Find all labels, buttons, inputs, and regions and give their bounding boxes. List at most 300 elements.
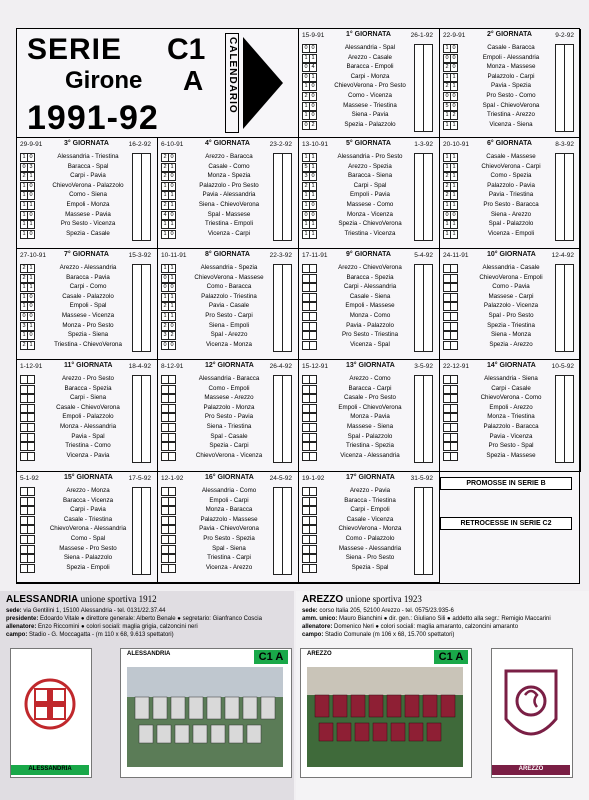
score-away: 0 xyxy=(27,211,35,220)
round-date-return: 17-5-92 xyxy=(128,475,151,482)
score-home: 2 xyxy=(161,322,169,331)
match-row xyxy=(161,171,291,181)
score-home: 1 xyxy=(302,82,310,91)
score-away: 1 xyxy=(309,220,317,229)
promosse-label: PROMOSSE IN SERIE B xyxy=(440,477,572,490)
match-teams: Spal - Siena xyxy=(212,544,246,552)
match-teams: Empoli - Pavia xyxy=(350,191,390,199)
score-away: 1 xyxy=(27,274,35,283)
score-home: 2 xyxy=(20,274,28,283)
return-score-column xyxy=(564,375,574,463)
score-home: 2 xyxy=(161,172,169,181)
score-away: 2 xyxy=(309,121,317,130)
match-teams: ChievoVerona - Monza xyxy=(338,525,402,533)
score-home: 2 xyxy=(161,163,169,172)
match-row xyxy=(161,441,291,451)
score-away: 1 xyxy=(450,220,458,229)
tag-c1a: C1 A xyxy=(434,650,468,664)
match-teams: Pro Sesto - Triestina xyxy=(341,331,399,339)
match-row xyxy=(302,384,432,394)
round-header xyxy=(161,252,295,262)
match-teams: Baracca - Spal xyxy=(67,162,109,170)
match-teams: Como - Baracca xyxy=(206,283,252,291)
score-home: 0 xyxy=(20,312,28,321)
score-away: 1 xyxy=(168,264,176,273)
match-row xyxy=(302,301,432,311)
match-teams: Alessandria - Spal xyxy=(344,44,396,51)
round-cell xyxy=(299,360,440,472)
match-row xyxy=(443,263,573,273)
round-cell xyxy=(158,249,299,360)
score-away: 0 xyxy=(168,182,176,191)
score-away: 1 xyxy=(168,191,176,200)
match-teams: ChievoVerona - Massese xyxy=(194,273,264,281)
round-cell xyxy=(17,360,158,472)
score-away: 1 xyxy=(27,264,35,273)
score-away: 0 xyxy=(27,182,35,191)
match-row xyxy=(161,515,291,525)
return-score-column xyxy=(282,153,292,241)
score-home: 1 xyxy=(20,153,28,162)
match-row xyxy=(302,62,432,72)
team-info: sede: via Gentilini 1, 15100 Alessandria - tel. 0131/22.37.44 presidente: Edoardo Vitale ● direttore generale: Alberto Benale ● segretario: Gianfranco Coscia allenatore: Enzo Riccomini ● colori sociali: maglia grigia, calzoncini neri campo: Stadio - G. Moccagatta - (m 110 x 68, 9.613 spettatori) xyxy=(6,608,262,638)
round-header xyxy=(443,363,577,373)
match-row xyxy=(161,181,291,191)
match-teams: Empoli - ChievoVerona xyxy=(338,403,402,411)
match-teams: Alessandria - Pro Sesto xyxy=(337,153,403,160)
match-row xyxy=(302,229,432,239)
match-row xyxy=(20,486,150,496)
round-name: 12° GIORNATA xyxy=(205,362,254,369)
return-score-column xyxy=(273,264,283,352)
match-row xyxy=(161,162,291,172)
round-header xyxy=(20,363,154,373)
match-row xyxy=(20,563,150,573)
return-score-column xyxy=(423,264,433,352)
match-row xyxy=(20,534,150,544)
match-row xyxy=(20,422,150,432)
match-teams: Massese - Arezzo xyxy=(204,394,254,402)
match-teams: Vicenza - Pavia xyxy=(66,451,110,459)
match-row xyxy=(20,321,150,331)
match-row xyxy=(161,505,291,515)
score-home: 1 xyxy=(443,153,451,162)
return-score-column xyxy=(564,264,574,352)
match-row xyxy=(443,200,573,210)
round-date-first: 19-1-92 xyxy=(302,475,325,482)
match-teams: Baracca - Carpi xyxy=(348,384,392,392)
round-header xyxy=(20,141,154,151)
score-away: 0 xyxy=(309,102,317,111)
score-away: 0 xyxy=(309,92,317,101)
match-row xyxy=(161,311,291,321)
match-row xyxy=(161,152,291,162)
return-score-column xyxy=(132,264,142,352)
match-teams: Casale - Pro Sesto xyxy=(344,394,396,402)
score-away: 1 xyxy=(309,182,317,191)
return-score-column xyxy=(132,375,142,463)
return-score-column xyxy=(282,264,292,352)
match-row xyxy=(302,91,432,101)
round-date-first: 5-1-92 xyxy=(20,475,39,482)
match-teams: Triestina - Arezzo xyxy=(487,111,535,119)
match-teams: Palazzolo - Triestina xyxy=(201,292,257,300)
match-row xyxy=(302,515,432,525)
score-away: 0 xyxy=(168,230,176,239)
match-teams: Triestina - ChievoVerona xyxy=(54,340,122,348)
score-home: 1 xyxy=(443,220,451,229)
match-row xyxy=(20,210,150,220)
match-row xyxy=(20,229,150,239)
crest-label: ALESSANDRIA xyxy=(28,766,72,772)
score-away: 0 xyxy=(168,211,176,220)
match-row xyxy=(20,273,150,283)
match-row xyxy=(443,422,573,432)
round-name: 2° GIORNATA xyxy=(487,31,532,38)
match-row xyxy=(161,451,291,461)
match-teams: Spezia - Siena xyxy=(67,331,109,339)
title-serie: SERIE xyxy=(27,33,123,66)
match-row xyxy=(443,301,573,311)
score-home: 1 xyxy=(161,312,169,321)
match-row xyxy=(161,321,291,331)
match-row xyxy=(161,422,291,432)
return-score-column xyxy=(273,375,283,463)
match-row xyxy=(443,101,573,111)
match-teams: Palazzolo - Baracca xyxy=(483,423,539,430)
match-row xyxy=(302,553,432,563)
match-teams: Massese - Pavia xyxy=(65,210,111,218)
match-teams: Alessandria - Siena xyxy=(484,375,538,382)
match-row xyxy=(443,110,573,120)
return-score-column xyxy=(423,153,433,241)
match-row xyxy=(302,120,432,130)
match-teams: Triestina - Spezia xyxy=(346,442,394,450)
score-home: 2 xyxy=(302,182,310,191)
team-name: AREZZO unione sportiva 1923 xyxy=(302,594,422,605)
match-teams: Arezzo - Casale xyxy=(347,53,393,61)
score-away: 0 xyxy=(309,172,317,181)
match-row xyxy=(443,412,573,422)
match-teams: Casale - Siena xyxy=(349,292,391,300)
match-teams: Pavia - ChievoVerona xyxy=(199,525,259,533)
score-home: 2 xyxy=(443,191,451,200)
match-teams: Como - Spezia xyxy=(490,172,532,180)
match-teams: Arezzo - Spezia xyxy=(348,162,392,170)
match-teams: Spezia - Triestina xyxy=(487,321,535,329)
round-header xyxy=(302,475,436,485)
score-home: 1 xyxy=(161,191,169,200)
return-score-column xyxy=(273,487,283,575)
match-row xyxy=(302,496,432,506)
round-cell xyxy=(17,249,158,360)
score-home: 0 xyxy=(161,274,169,283)
match-teams: Massese - Carpi xyxy=(488,292,534,300)
match-teams: Pavia - Alessandria xyxy=(202,191,256,199)
score-away: 0 xyxy=(27,302,35,311)
match-row xyxy=(20,412,150,422)
match-teams: Massese - Siena xyxy=(346,423,394,430)
score-away: 1 xyxy=(168,163,176,172)
match-row xyxy=(161,403,291,413)
match-row xyxy=(302,190,432,200)
match-row xyxy=(161,374,291,384)
match-row xyxy=(20,432,150,442)
round-date-return: 12-4-92 xyxy=(551,252,574,259)
match-row xyxy=(302,563,432,573)
match-teams: Spezia - Massese xyxy=(486,451,536,459)
match-teams: Como - Empoli xyxy=(208,384,250,392)
round-cell xyxy=(440,138,581,249)
match-row xyxy=(443,273,573,283)
round-date-first: 1-12-91 xyxy=(20,363,43,370)
match-row xyxy=(302,101,432,111)
match-teams: Carpi - Siena xyxy=(69,394,107,402)
score-home: 1 xyxy=(161,182,169,191)
return-score-column xyxy=(282,375,292,463)
return-score-column xyxy=(132,487,142,575)
score-away: 0 xyxy=(168,341,176,350)
score-away: 1 xyxy=(309,191,317,200)
score-away: 0 xyxy=(168,283,176,292)
score-home: 0 xyxy=(443,54,451,63)
match-row xyxy=(161,496,291,506)
match-teams: Arezzo - ChievoVerona xyxy=(338,264,402,271)
match-row xyxy=(302,282,432,292)
score-home: 1 xyxy=(20,302,28,311)
score-home: 1 xyxy=(20,211,28,220)
match-teams: Carpi - Alessandria xyxy=(343,283,397,291)
round-date-first: 22-12-91 xyxy=(443,363,470,370)
score-home: 1 xyxy=(443,121,451,130)
arrow-icon xyxy=(243,37,283,129)
match-row xyxy=(443,441,573,451)
match-row xyxy=(20,190,150,200)
return-score-column xyxy=(414,153,424,241)
match-teams: Casale - Triestina xyxy=(63,515,113,523)
round-date-return: 8-3-92 xyxy=(555,141,574,148)
return-score-column xyxy=(555,153,565,241)
match-row xyxy=(443,340,573,350)
score-away: 0 xyxy=(450,102,458,111)
team-info: sede: corso Italia 205, 52100 Arezzo - tel. 0575/23.935-6 amm. unico: Mauro Bianchini ● dir. gen.: Giuliano Sili ● addetto alla segr.: Remigio Maccarini allenatore: Domenico Neri ● colori sociali: maglia amaranto, calzoncini amaranto campo: Stadio Comunale (m 106 x 68, 15.700 spettatori) xyxy=(302,608,551,638)
match-teams: Pavia - Casale xyxy=(208,302,250,310)
match-row xyxy=(302,162,432,172)
match-teams: Carpi - Monza xyxy=(350,72,390,80)
round-cell xyxy=(299,472,440,583)
match-teams: Massese - Triestina xyxy=(343,101,397,109)
match-teams: ChievoVerona - Palazzolo xyxy=(52,181,124,189)
match-teams: Empoli - Arezzo xyxy=(489,403,533,411)
return-score-column xyxy=(555,44,565,132)
match-row xyxy=(20,441,150,451)
team-name: ALESSANDRIA unione sportiva 1912 xyxy=(6,594,157,605)
round-header xyxy=(302,252,436,262)
match-teams: Massese - Alessandria xyxy=(338,544,402,552)
match-teams: Monza - Triestina xyxy=(487,413,535,421)
match-row xyxy=(443,152,573,162)
score-away: 0 xyxy=(27,293,35,302)
match-teams: Monza - Baracca xyxy=(205,506,253,514)
return-score-column xyxy=(141,153,151,241)
match-teams: Pro Sesto - Como xyxy=(486,92,536,99)
return-score-column xyxy=(141,264,151,352)
round-name: 15° GIORNATA xyxy=(64,474,113,481)
match-teams: Vicenza - Monza xyxy=(206,340,252,348)
match-row xyxy=(302,72,432,82)
score-home: 1 xyxy=(20,230,28,239)
match-row xyxy=(161,219,291,229)
round-cell xyxy=(158,138,299,249)
match-teams: Empoli - Palazzolo xyxy=(62,413,114,421)
score-away: 1 xyxy=(168,201,176,210)
match-row xyxy=(161,330,291,340)
score-home: 1 xyxy=(443,111,451,120)
score-home: 0 xyxy=(302,63,310,72)
round-date-return: 22-3-92 xyxy=(269,252,292,259)
round-header xyxy=(302,32,436,42)
match-teams: Alessandria - Baracca xyxy=(198,375,260,382)
match-teams: ChievoVerona - Carpi xyxy=(481,162,541,170)
match-teams: Baracca - Spezia xyxy=(64,384,112,392)
match-row xyxy=(443,393,573,403)
team-panel-arezzo xyxy=(296,591,589,800)
title-group: A xyxy=(183,65,204,96)
match-row xyxy=(20,200,150,210)
match-teams: Arezzo - Pro Sesto xyxy=(62,375,114,382)
match-row xyxy=(20,496,150,506)
score-home: 0 xyxy=(302,44,310,53)
match-teams: Pavia - Triestina xyxy=(488,191,534,199)
match-teams: Como - Vicenza xyxy=(348,92,392,99)
match-teams: Siena - Pro Sesto xyxy=(345,554,395,562)
match-row xyxy=(443,311,573,321)
match-teams: Vicenza - Siena xyxy=(489,120,533,128)
match-teams: Casale - Palazzolo xyxy=(62,292,114,300)
match-teams: Siena - Empoli xyxy=(208,321,250,329)
score-away: 0 xyxy=(450,92,458,101)
match-row xyxy=(443,229,573,239)
match-row xyxy=(443,374,573,384)
return-score-column xyxy=(423,44,433,132)
match-row xyxy=(20,384,150,394)
score-home: 5 xyxy=(302,163,310,172)
match-row xyxy=(302,534,432,544)
round-name: 4° GIORNATA xyxy=(205,140,250,147)
round-date-return: 10-5-92 xyxy=(551,363,574,370)
round-header xyxy=(443,252,577,262)
match-teams: Monza - Como xyxy=(349,312,391,319)
match-row xyxy=(20,181,150,191)
score-away: 1 xyxy=(27,172,35,181)
score-away: 1 xyxy=(27,283,35,292)
match-teams: Carpi - Spal xyxy=(353,181,387,189)
return-score-column xyxy=(414,487,424,575)
match-teams: Alessandria - Spezia xyxy=(200,264,258,271)
match-teams: Vicenza - Empoli xyxy=(487,229,535,237)
score-away: 1 xyxy=(450,182,458,191)
round-header xyxy=(20,252,154,262)
match-row xyxy=(20,292,150,302)
match-row xyxy=(443,282,573,292)
round-date-return: 26-4-92 xyxy=(269,363,292,370)
match-teams: ChievoVerona - Alessandria xyxy=(49,525,127,533)
match-row xyxy=(302,486,432,496)
match-row xyxy=(20,451,150,461)
round-date-first: 27-10-91 xyxy=(20,252,47,259)
match-teams: Pavia - Vicenza xyxy=(489,432,533,440)
match-teams: Pavia - Palazzolo xyxy=(346,321,394,329)
match-teams: Palazzolo - Vicenza xyxy=(483,302,539,310)
score-away: 0 xyxy=(168,153,176,162)
match-row xyxy=(161,393,291,403)
match-row xyxy=(20,544,150,554)
match-row xyxy=(161,229,291,239)
match-teams: Arezzo - Alessandria xyxy=(59,264,117,271)
match-teams: Spal - Massese xyxy=(207,210,251,218)
round-date-return: 26-1-92 xyxy=(410,32,433,39)
match-row xyxy=(302,263,432,273)
match-teams: Spezia - Arezzo xyxy=(489,340,533,348)
round-name: 7° GIORNATA xyxy=(64,251,109,258)
return-score-column xyxy=(555,375,565,463)
score-away: 0 xyxy=(27,331,35,340)
score-away: 1 xyxy=(309,163,317,172)
match-teams: Siena - Pavia xyxy=(351,111,389,119)
score-home: 0 xyxy=(302,121,310,130)
match-teams: Spal - Pro Sesto xyxy=(488,312,534,319)
score-home: 1 xyxy=(302,111,310,120)
tag-c1a: C1 A xyxy=(254,650,288,664)
round-name: 17° GIORNATA xyxy=(346,474,395,481)
calendar-grid xyxy=(16,28,580,584)
score-away: 0 xyxy=(450,54,458,63)
score-away: 0 xyxy=(27,230,35,239)
score-away: 0 xyxy=(27,312,35,321)
return-score-column xyxy=(555,264,565,352)
match-row xyxy=(161,190,291,200)
match-row xyxy=(302,544,432,554)
match-row xyxy=(20,162,150,172)
match-teams: Monza - Vicenza xyxy=(347,210,393,218)
round-date-first: 10-11-91 xyxy=(161,252,187,259)
round-name: 11° GIORNATA xyxy=(64,362,113,369)
team-photo-card: ALESSANDRIA C1 A xyxy=(120,648,292,778)
match-teams: Como - Siena xyxy=(69,191,107,199)
match-row xyxy=(443,432,573,442)
score-away: 1 xyxy=(450,82,458,91)
score-away: 1 xyxy=(450,191,458,200)
match-teams: Casale - Massese xyxy=(486,153,536,160)
match-teams: Pavia - Spal xyxy=(71,432,105,440)
match-row xyxy=(302,374,432,384)
round-date-return: 24-5-92 xyxy=(269,475,292,482)
match-row xyxy=(302,451,432,461)
round-date-first: 22-9-91 xyxy=(443,32,466,39)
title-c1: C1 xyxy=(167,33,206,66)
team-photo xyxy=(307,667,463,767)
round-name: 10° GIORNATA xyxy=(487,251,536,258)
round-cell xyxy=(440,249,581,360)
title-year: 1991-92 xyxy=(27,99,159,137)
match-teams: Pro Sesto - Spal xyxy=(488,442,534,450)
match-row xyxy=(302,181,432,191)
round-header xyxy=(161,475,295,485)
match-teams: Palazzolo - Pavia xyxy=(487,181,535,189)
match-row xyxy=(302,152,432,162)
score-away: 0 xyxy=(309,82,317,91)
score-home: 1 xyxy=(302,201,310,210)
